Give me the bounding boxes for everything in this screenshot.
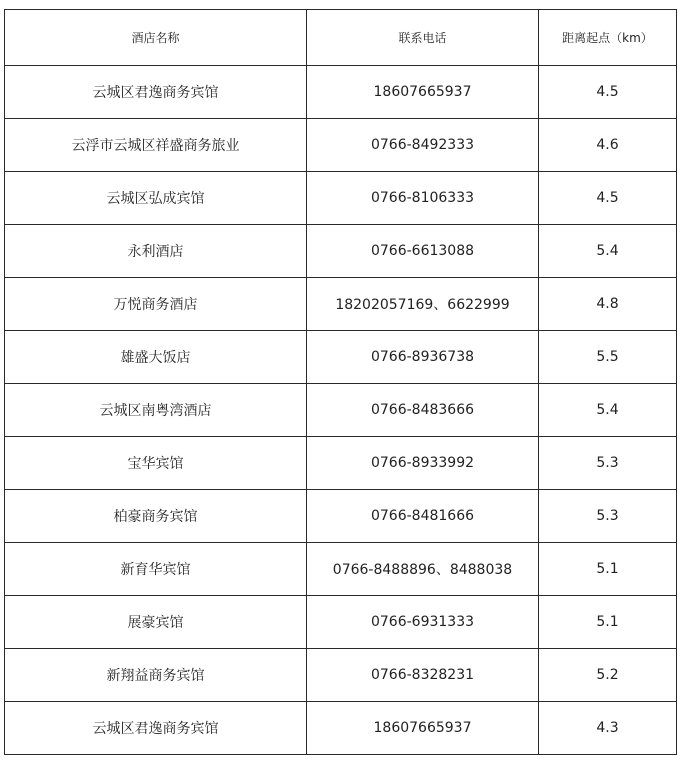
distance-cell: 5.1 bbox=[539, 543, 677, 596]
hotel-name-cell: 展豪宾馆 bbox=[5, 596, 307, 649]
table-row bbox=[5, 437, 677, 490]
phone-cell: 0766-8936738 bbox=[307, 331, 539, 384]
distance-cell: 5.1 bbox=[539, 596, 677, 649]
distance-cell: 5.4 bbox=[539, 384, 677, 437]
distance-cell: 4.6 bbox=[539, 119, 677, 172]
table-row bbox=[5, 384, 677, 437]
phone-cell: 0766-6931333 bbox=[307, 596, 539, 649]
phone-cell: 18202057169、6622999 bbox=[307, 278, 539, 331]
hotel-name-cell: 新翔益商务宾馆 bbox=[5, 649, 307, 702]
header-distance: 距离起点（km） bbox=[539, 10, 677, 66]
hotel-name-cell: 新育华宾馆 bbox=[5, 543, 307, 596]
distance-cell: 5.4 bbox=[539, 225, 677, 278]
hotel-name-cell: 万悦商务酒店 bbox=[5, 278, 307, 331]
hotel-name-cell: 云城区弘成宾馆 bbox=[5, 172, 307, 225]
hotel-name-cell: 云城区君逸商务宾馆 bbox=[5, 702, 307, 755]
hotel-name-cell: 云浮市云城区祥盛商务旅业 bbox=[5, 119, 307, 172]
hotel-name-cell: 柏豪商务宾馆 bbox=[5, 490, 307, 543]
phone-cell: 0766-8483666 bbox=[307, 384, 539, 437]
header-hotel-name: 酒店名称 bbox=[5, 10, 307, 66]
hotel-table bbox=[4, 9, 677, 755]
hotel-table-container bbox=[4, 9, 677, 755]
hotel-name-cell: 宝华宾馆 bbox=[5, 437, 307, 490]
distance-cell: 4.5 bbox=[539, 66, 677, 119]
table-row bbox=[5, 649, 677, 702]
phone-cell: 0766-8492333 bbox=[307, 119, 539, 172]
hotel-name-cell: 永利酒店 bbox=[5, 225, 307, 278]
phone-cell: 18607665937 bbox=[307, 66, 539, 119]
table-row bbox=[5, 119, 677, 172]
phone-cell: 0766-8933992 bbox=[307, 437, 539, 490]
phone-cell: 0766-8106333 bbox=[307, 172, 539, 225]
phone-cell: 0766-8481666 bbox=[307, 490, 539, 543]
table-row bbox=[5, 331, 677, 384]
table-row bbox=[5, 66, 677, 119]
phone-cell: 18607665937 bbox=[307, 702, 539, 755]
hotel-name-cell: 雄盛大饭店 bbox=[5, 331, 307, 384]
hotel-name-cell: 云城区君逸商务宾馆 bbox=[5, 66, 307, 119]
table-row bbox=[5, 490, 677, 543]
distance-cell: 4.3 bbox=[539, 702, 677, 755]
table-row bbox=[5, 543, 677, 596]
phone-cell: 0766-8328231 bbox=[307, 649, 539, 702]
distance-cell: 5.3 bbox=[539, 490, 677, 543]
table-row bbox=[5, 702, 677, 755]
phone-cell: 0766-8488896、8488038 bbox=[307, 543, 539, 596]
table-row bbox=[5, 596, 677, 649]
table-header-row bbox=[5, 10, 677, 66]
table-row bbox=[5, 278, 677, 331]
header-phone: 联系电话 bbox=[307, 10, 539, 66]
distance-cell: 5.3 bbox=[539, 437, 677, 490]
hotel-name-cell: 云城区南粤湾酒店 bbox=[5, 384, 307, 437]
table-row bbox=[5, 225, 677, 278]
distance-cell: 4.5 bbox=[539, 172, 677, 225]
phone-cell: 0766-6613088 bbox=[307, 225, 539, 278]
distance-cell: 5.2 bbox=[539, 649, 677, 702]
table-row bbox=[5, 172, 677, 225]
distance-cell: 4.8 bbox=[539, 278, 677, 331]
distance-cell: 5.5 bbox=[539, 331, 677, 384]
